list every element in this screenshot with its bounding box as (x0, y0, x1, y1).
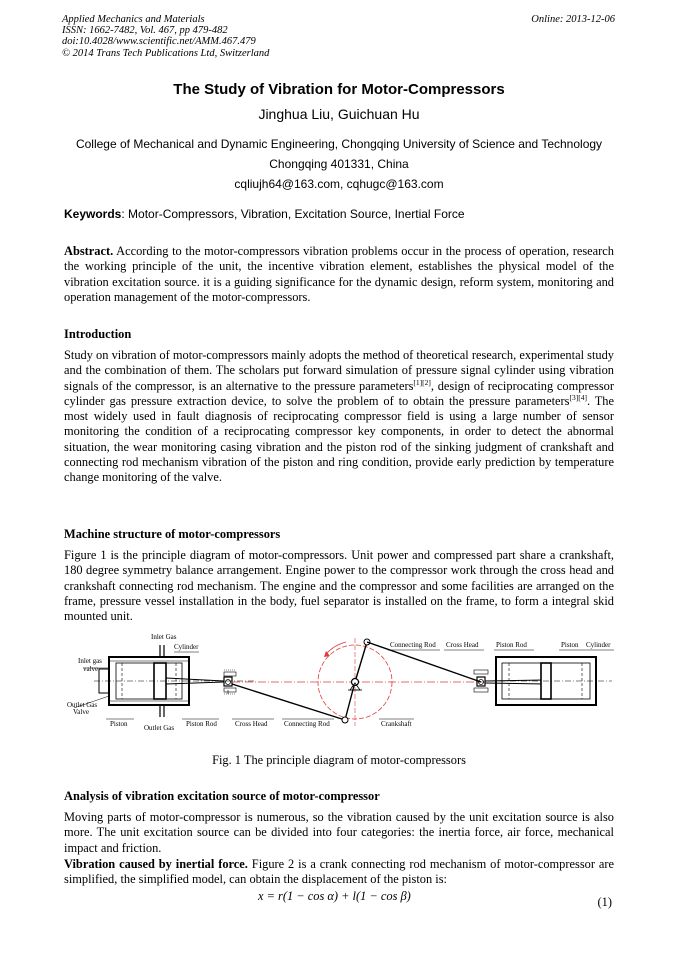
affiliation (0, 134, 678, 194)
intro-text-3: . The most widely used in fault diagnosis of reciprocating compressor field is using a large number of sensor monitoring the condition of a reciprocating compressor key components, in order to detect the abnormal situation, the wear monitoring casing vibration and the piston rod of the sinking judgment of crankshaft and connecting rod mechanism vibration of the piston and ring condition, provide early prediction by temperature change monitoring of the valve. (64, 393, 614, 485)
keywords-text: : Motor-Compressors, Vibration, Excitation Source, Inertial Force (121, 207, 465, 221)
label-piston-right: Piston (561, 641, 579, 649)
equation-1: x = r(1 − cos α) + l(1 − cos β) (258, 889, 411, 903)
introduction-paragraph (64, 348, 614, 486)
machine-structure-paragraph: Figure 1 is the principle diagram of motor-compressors. Unit power and compressed part share a crankshaft, 180 degree symmetry balance arrangement. Engine power to the compressor work through the cross head and crankshaft connecting rod mechanism. The engine and the compressor and some facilities are arranged on the frame, pressure vessel installation in the body, fuel separator is installed on the frame, to form a integral skid mounted unit. (64, 548, 614, 624)
equation-number: (1) (597, 895, 612, 909)
journal-header (62, 14, 269, 59)
citation-3-4: [3][4] (569, 392, 587, 402)
label-crankshaft: Crankshaft (381, 720, 412, 728)
label-outlet-gas-valve-1: Outlet Gas (67, 701, 98, 709)
left-piston-rod (166, 678, 224, 681)
principle-diagram (64, 632, 616, 740)
label-piston-rod-right: Piston Rod (496, 641, 527, 649)
intro-text-2: , design of reciprocating compressor cylinder gas pressure extraction device, to solve the problem of to obtain the pressure parameters (64, 378, 614, 408)
label-cross-head-left: Cross Head (235, 720, 268, 728)
label-cross-head-right: Cross Head (446, 641, 479, 649)
inertial-force-label: Vibration caused by inertial force. (64, 857, 248, 871)
intro-text-1: Study on vibration of motor-compressors mainly adopts the method of theoretical research, experimental study and the combination of them. The scholars put forward simulation of pressure signal cylinder using vibration signals of the compressor, is an alternative to the pressure parameters (64, 348, 614, 393)
author-emails: cqliujh64@163.com, cqhugc@163.com (234, 177, 444, 191)
label-inlet-gas: Inlet Gas (151, 633, 177, 641)
journal-name: Applied Mechanics and Materials (62, 14, 205, 25)
online-date: Online: 2013-12-06 (531, 14, 615, 25)
section-heading-introduction: Introduction (64, 327, 132, 341)
abstract-text: According to the motor-compressors vibration problems occur in the process of operation, research the working principle of the unit, the incentive vibration element, establishes the physical model of the vibration excitation source. it is a guiding significance for the dynamic design, reform system, monitoring and operation management of the motor-compressors. (64, 244, 614, 304)
keywords (64, 207, 465, 221)
citation-1-2: [1][2] (413, 377, 431, 387)
label-connecting-rod-left: Connecting Rod (284, 720, 330, 728)
inertial-force-paragraph (64, 857, 614, 888)
label-cylinder-left: Cylinder (174, 643, 199, 651)
abstract (64, 244, 614, 305)
label-cylinder-right: Cylinder (586, 641, 611, 649)
label-outlet-gas-valve-2: Valve (73, 708, 89, 716)
section-heading-machine-structure: Machine structure of motor-compressors (64, 527, 281, 541)
section-heading-analysis: Analysis of vibration excitation source of motor-compressor (64, 789, 380, 803)
paper-title: The Study of Vibration for Motor-Compressors (173, 81, 505, 98)
crank-arm-upper (355, 642, 367, 682)
crank-arm-lower (345, 682, 355, 720)
figure-caption: Fig. 1 The principle diagram of motor-compressors (212, 753, 466, 767)
analysis-paragraph: Moving parts of motor-compressor is numerous, so the vibration caused by the unit excitation source is also more. The unit excitation source can be divided into four categories: the inertia force, air force, mechanical impact and friction. (64, 810, 614, 855)
label-outlet-gas: Outlet Gas (144, 724, 175, 732)
label-inlet-gas-valve-2: valve (83, 665, 99, 673)
keywords-label: Keywords (64, 207, 122, 221)
left-connecting-rod (232, 684, 345, 720)
crank-pivot (352, 679, 359, 686)
authors: Jinghua Liu, Guichuan Hu (258, 106, 420, 122)
label-inlet-gas-valve-1: Inlet gas (78, 657, 102, 665)
label-piston-rod-left: Piston Rod (186, 720, 217, 728)
affiliation-line-2: Chongqing 401331, China (269, 157, 409, 171)
issn-line: ISSN: 1662-7482, Vol. 467, pp 479-482 (62, 25, 228, 37)
copyright-line: © 2014 Trans Tech Publications Ltd, Switzerland (62, 47, 270, 59)
doi-line: doi:10.4028/www.scientific.net/AMM.467.479 (62, 36, 256, 48)
abstract-label: Abstract. (64, 244, 114, 258)
inertial-force-text: Figure 2 is a crank connecting rod mechanism of motor-compressor are simplified, the simplified model, can obtain the displacement of the piston is: (64, 857, 614, 887)
affiliation-line-1: College of Mechanical and Dynamic Engineering, Chongqing University of Science and Technology (75, 137, 603, 151)
label-piston-left: Piston (110, 720, 128, 728)
label-connecting-rod-right: Connecting Rod (390, 641, 436, 649)
